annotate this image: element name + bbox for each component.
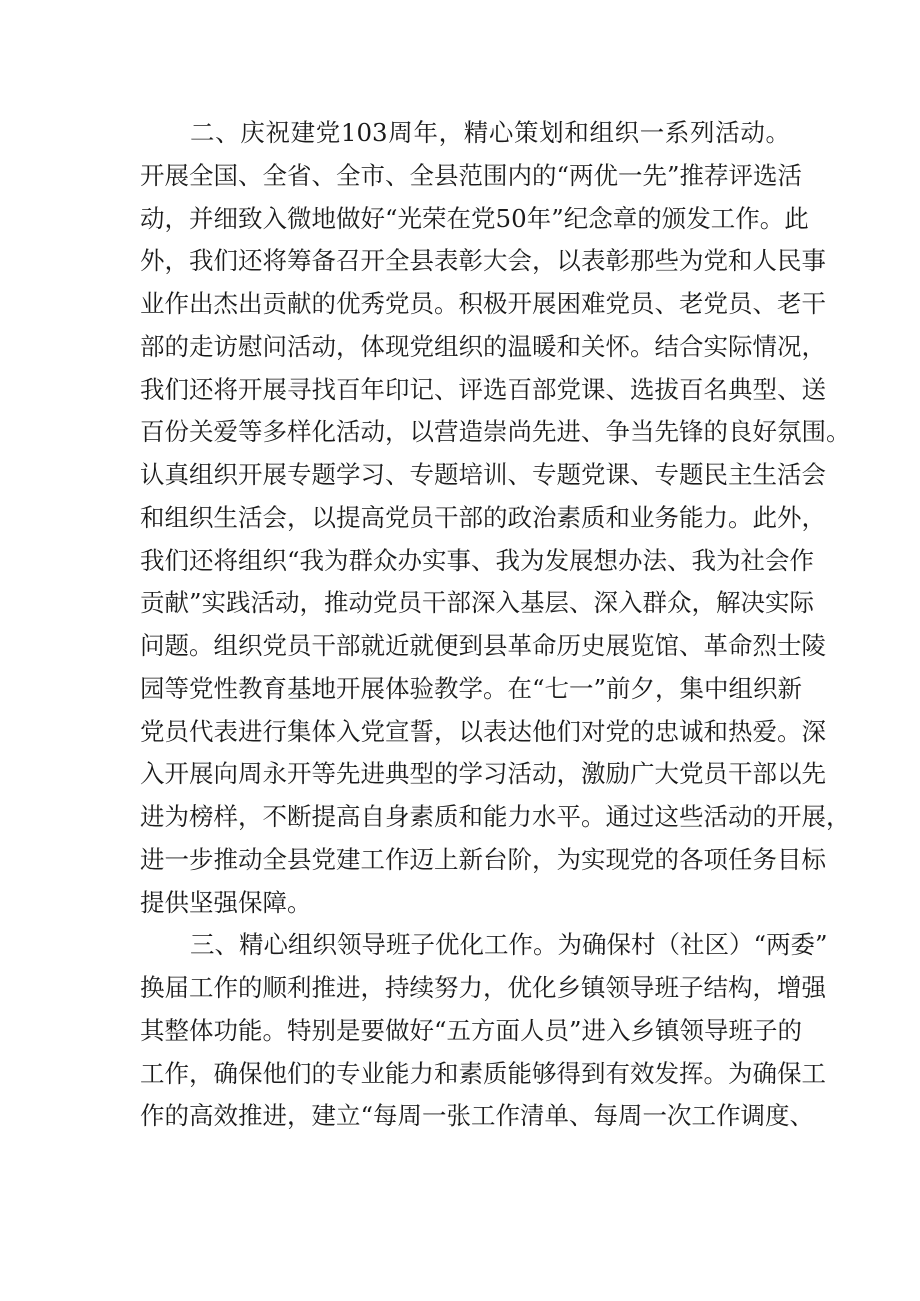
paragraph-line: 工作，确保他们的专业能力和素质能够得到有效发挥。为确保工 xyxy=(140,1058,826,1088)
paragraph-line: 我们还将开展寻找百年印记、评选百部党课、选拔百名典型、送 xyxy=(140,374,826,404)
paragraph-line: 作的高效推进，建立“每周一张工作清单、每周一次工作调度、 xyxy=(140,1101,815,1131)
paragraph-line: 外，我们还将筹备召开全县表彰大会，以表彰那些为党和人民事 xyxy=(140,246,826,276)
section-heading-2: 二、庆祝建党103周年，精心策划和组织一系列活动。 xyxy=(190,118,790,147)
paragraph-line: 开展全国、全省、全市、全县范围内的“两优一先”推荐评选活 xyxy=(140,160,803,190)
paragraph-line: 业作出杰出贡献的优秀党员。积极开展困难党员、老党员、老干 xyxy=(140,289,826,318)
paragraph-line: 部的走访慰问活动，体现党组织的温暖和关怀。结合实际情况， xyxy=(140,331,826,361)
paragraph-line: 其整体功能。特别是要做好“五方面人员”进入乡镇领导班子的 xyxy=(140,1015,803,1045)
paragraph-line: 进为榜样，不断提高自身素质和能力水平。通过这些活动的开展， xyxy=(140,802,851,831)
paragraph-line: 问题。组织党员干部就近就便到县革命历史展览馆、革命烈士陵 xyxy=(140,631,826,660)
section-heading-3: 三、精心组织领导班子优化工作。为确保村（社区）“两委” xyxy=(190,930,828,960)
paragraph-line: 百份关爱等多样化活动，以营造崇尚先进、争当先锋的良好氛围。 xyxy=(140,417,851,447)
paragraph-line: 认真组织开展专题学习、专题培训、专题党课、专题民主生活会 xyxy=(140,460,826,489)
paragraph-line: 贡献”实践活动，推动党员干部深入基层、深入群众，解决实际 xyxy=(140,588,815,618)
paragraph-line: 换届工作的顺利推进，持续努力，优化乡镇领导班子结构，增强 xyxy=(140,973,826,1002)
paragraph-line: 和组织生活会，以提高党员干部的政治素质和业务能力。此外， xyxy=(140,502,826,532)
paragraph-line: 动，并细致入微地做好“光荣在党50年”纪念章的颁发工作。此 xyxy=(140,203,809,233)
paragraph-line: 党员代表进行集体入党宣誓，以表达他们对党的忠诚和热爱。深 xyxy=(140,716,826,746)
paragraph-last-line: 提供坚强保障。 xyxy=(140,887,312,917)
paragraph-line: 我们还将组织“我为群众办实事、我为发展想办法、我为社会作 xyxy=(140,545,815,575)
paragraph-line: 进一步推动全县党建工作迈上新台阶，为实现党的各项任务目标 xyxy=(140,844,826,874)
document-body xyxy=(140,112,851,1138)
paragraph-line: 园等党性教育基地开展体验教学。在“七一”前夕，集中组织新 xyxy=(140,673,803,703)
paragraph-line: 入开展向周永开等先进典型的学习活动，激励广大党员干部以先 xyxy=(140,759,826,789)
